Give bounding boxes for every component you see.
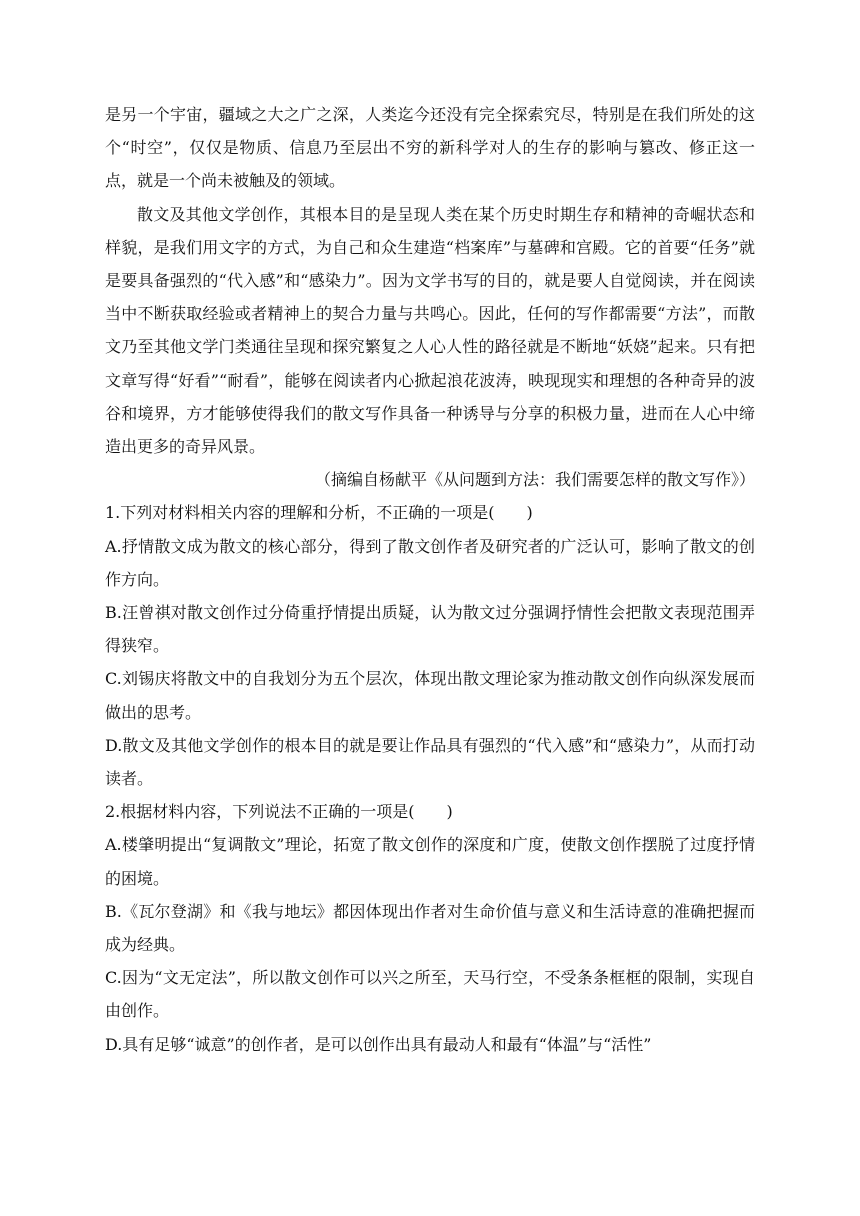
question-2-option-d[interactable]: D.具有足够“诚意”的创作者，是可以创作出具有最动人和最有“体温”与“活性” bbox=[105, 1034, 652, 1054]
passage-source: （摘编自杨献平《从问题到方法：我们需要怎样的散文写作》） bbox=[314, 470, 755, 490]
question-1-option-b[interactable]: B.汪曾祺对散文创作过分倚重抒情提出质疑，认为散文过分强调抒情性会把散文表现范围弄得狭窄。 bbox=[105, 603, 755, 656]
question-1 bbox=[105, 496, 755, 795]
question-2-option-c[interactable]: C.因为“文无定法”，所以散文创作可以兴之所至，天马行空，不受条条框框的限制，实现自由创作。 bbox=[105, 968, 755, 1021]
passage-paragraph-1: 是另一个宇宙，疆域之大之广之深，人类迄今还没有完全探索究尽，特别是在我们所处的这个“时空”，仅仅是物质、信息乃至层出不穷的新科学对人的生存的影响与篡改、修正这一点，就是一个尚未被触及的领域。 bbox=[105, 105, 755, 191]
question-1-option-d[interactable]: D.散文及其他文学创作的根本目的就是要让作品具有强烈的“代入感”和“感染力”，从而打动读者。 bbox=[105, 735, 755, 789]
question-1-option-c[interactable]: C.刘锡庆将散文中的自我划分为五个层次，体现出散文理论家为推动散文创作向纵深发展而做出的思考。 bbox=[105, 669, 755, 722]
question-1-stem: 1.下列对材料相关内容的理解和分析，不正确的一项是( ) bbox=[105, 503, 533, 523]
document-page bbox=[105, 98, 755, 1061]
question-2 bbox=[105, 795, 755, 1061]
question-1-option-a[interactable]: A.抒情散文成为散文的核心部分，得到了散文创作者及研究者的广泛认可，影响了散文的创作方向。 bbox=[105, 536, 755, 589]
question-2-stem: 2.根据材料内容，下列说法不正确的一项是( ) bbox=[105, 802, 453, 822]
passage-paragraph-2: 散文及其他文学创作，其根本目的是呈现人类在某个历史时期生存和精神的奇崛状态和样貌，是我们用文字的方式，为自己和众生建造“档案库”与墓碑和宫殿。它的首要“任务”就是要具备强烈的“代入感”和“感染力”。因为文学书写的目的，就是要人自觉阅读，并在阅读当中不断获取经验或者精神上的契合力量与共鸣心。因此，任何的写作都需要“方法”，而散文乃至其他文学门类通往呈现和探究繁复之人心人性的路径就是不断地“妖娆”起来。只有把文章写得“好看”“耐看”，能够在阅读者内心掀起浪花波涛，映现现实和理想的各种奇异的波谷和境界，方才能够使得我们的散文写作具备一种诱导与分享的积极力量，进而在人心中缔造出更多的奇异风景。 bbox=[105, 204, 755, 457]
question-2-option-a[interactable]: A.楼肇明提出“复调散文”理论，拓宽了散文创作的深度和广度，使散文创作摆脱了过度抒情的困境。 bbox=[105, 835, 755, 888]
question-2-option-b[interactable]: B.《瓦尔登湖》和《我与地坛》都因体现出作者对生命价值与意义和生活诗意的准确把握而成为经典。 bbox=[105, 901, 755, 955]
